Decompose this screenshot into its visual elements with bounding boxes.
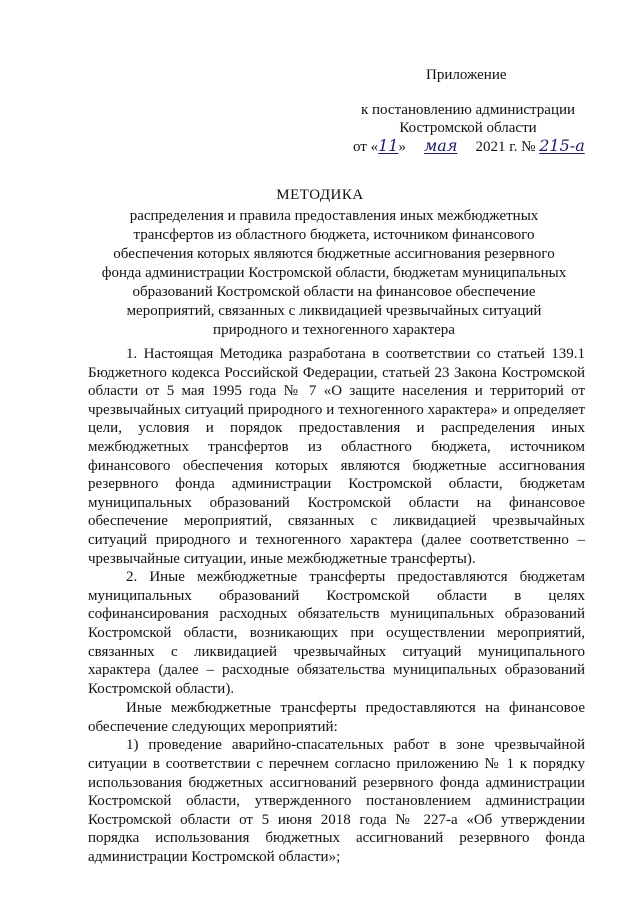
date-quote-close: » [398, 139, 406, 155]
paragraph: 1) проведение аварийно-спасательных работ в зоне чрезвычайной ситуации в соответствии с перечнем согласно приложению № 1 к порядку использования бюджетных ассигнований резервного фонда администрации Костромской области, утвержденного постановлением администрации Костромской области от 5 июня 2018 года № 227-а «Об утверждении порядка использования бюджетных ассигнований резервного фонда администрации Костромской области»; [88, 737, 585, 866]
paragraph: 2. Иные межбюджетные трансферты предоставляются бюджетам муниципальных образований Костромской области в целях софинансирования расходных обязательств муниципальных образований Костромской области, возникающих при осуществлении мероприятий, связанных с ликвидацией чрезвычайных ситуаций муниципального характера (далее – расходные обязательства муниципальных образований Костромской области). [88, 569, 585, 697]
paragraph: 1. Настоящая Методика разработана в соответствии со статьей 139.1 Бюджетного кодекса Российской Федерации, статьей 23 Закона Костромской области от 5 мая 1995 года № 7 «О защите населения и территорий от чрезвычайных ситуаций природного и техногенного характера» и определяет цели, условия и порядок предоставления и распределения иных межбюджетных трансфертов из областного бюджета, источником финансового обеспечения которых являются бюджетные ассигнования резервного фонда администрации Костромской области, бюджетам муниципальных образований Костромской области на финансовое обеспечение мероприятий, связанных с ликвидацией чрезвычайных ситуаций природного и техногенного характера (далее соответственно – чрезвычайные ситуации, иные межбюджетные трансферты). [88, 346, 585, 567]
paragraph: Иные межбюджетные трансферты предоставляются на финансовое обеспечение следующих мероприятий: [88, 700, 585, 735]
subtitle-line: образований Костромской области на финансовое обеспечение [132, 284, 536, 300]
appendix-region: Костромской области [399, 120, 537, 136]
decree-date-line [353, 137, 585, 156]
handwritten-month: мая [424, 136, 458, 155]
handwritten-day: 11 [378, 136, 399, 155]
subtitle-line: обеспечения которых являются бюджетные ассигнования резервного [113, 246, 555, 262]
appendix-to-decree: к постановлению администрации [360, 102, 576, 118]
document-title: МЕТОДИКА [276, 187, 364, 203]
date-year-number: 2021 г. № [475, 139, 536, 155]
date-prefix: от « [353, 139, 379, 155]
handwritten-decree-number: 215-а [539, 136, 585, 155]
subtitle-line: фонда администрации Костромской области, бюджетам муниципальных [101, 265, 567, 281]
subtitle-line: распределения и правила предоставления иных межбюджетных [129, 208, 539, 224]
subtitle-line: мероприятий, связанных с ликвидацией чрезвычайных ситуаций [126, 303, 542, 319]
document-subtitle [84, 207, 584, 340]
subtitle-line: трансфертов из областного бюджета, источником финансового [133, 227, 535, 243]
subtitle-line: природного и техногенного характера [213, 322, 455, 338]
document-body [88, 345, 585, 867]
appendix-label: Приложение [426, 67, 507, 83]
appendix-reference [352, 101, 584, 137]
